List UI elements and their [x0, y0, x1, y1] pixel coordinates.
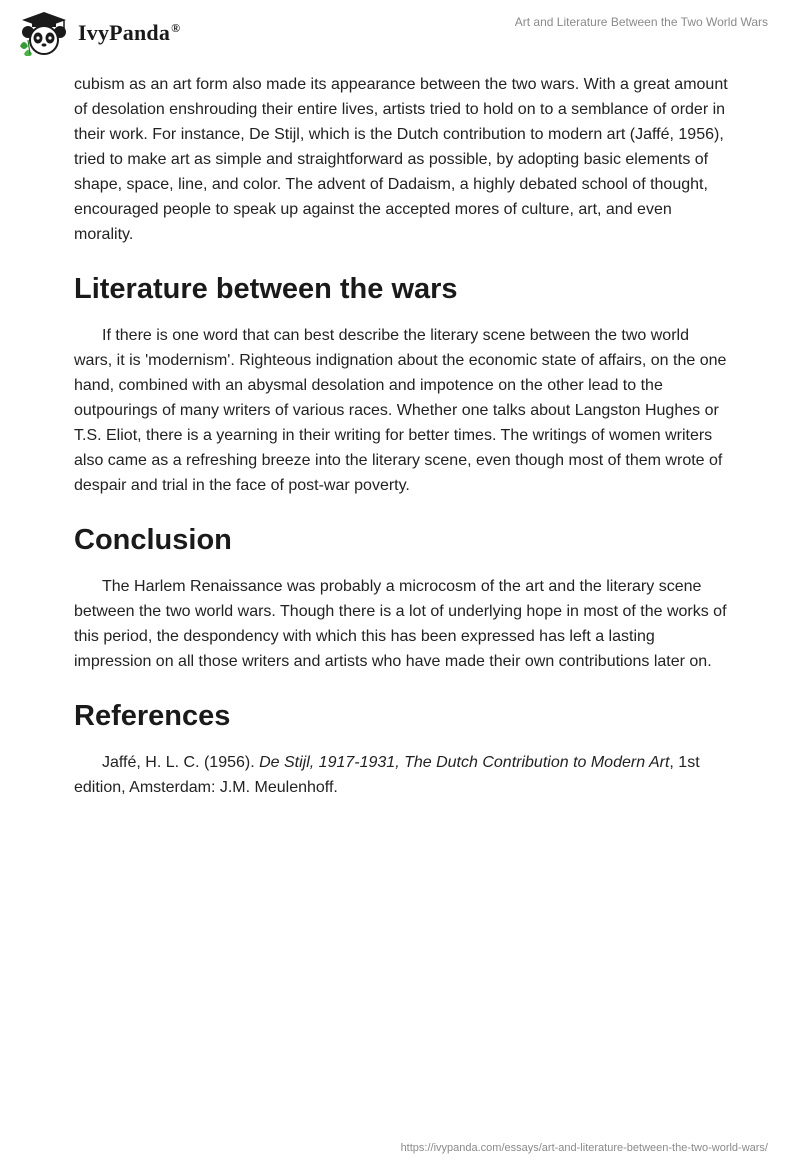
registered-mark: ® — [171, 20, 181, 35]
reference-author-year: Jaffé, H. L. C. (1956). — [102, 754, 260, 771]
brand-text: IvyPanda — [78, 20, 171, 45]
ivypanda-logo[interactable] — [14, 10, 180, 56]
source-url[interactable]: https://ivypanda.com/essays/art-and-literature-between-the-two-world-wars/ — [400, 1142, 768, 1154]
reference-title: De Stijl, 1917-1931, The Dutch Contribution to Modern Art — [259, 754, 670, 771]
section-heading-literature: Literature between the wars — [74, 273, 458, 305]
section-heading-references: References — [74, 700, 231, 732]
intro-paragraph: cubism as an art form also made its appearance between the two wars. With a great amount of desolation enshrouding their entire lives, artists tried to hold on to a semblance of order in their work. For instance, De Stijl, which is the Dutch contribution to modern art (Jaffé, 1956), tried to make art as simple and straightforward as possible, by adopting basic elements of shape, space, line, and color. The advent of Dadaism, a highly debated school of thought, encouraged people to speak up against the accepted mores of culture, art, and even morality. — [74, 76, 728, 243]
brand-name — [78, 20, 180, 46]
reference-publisher: , 1st edition, Amsterdam: J.M. Meulenhoff. — [74, 754, 700, 796]
document-title: Art and Literature Between the Two World Wars — [514, 15, 768, 29]
page-header — [0, 0, 800, 64]
literature-paragraph: If there is one word that can best describe the literary scene between the two world wars, it is 'modernism'. Righteous indignation about the economic state of affairs, on the one hand, combined with an abysmal desolation and impotence on the other lead to the outpourings of many writers of various races. Whether one talks about Langston Hughes or T.S. Eliot, there is a yearning in their writing for better times. The writings of women writers also came as a refreshing breeze into the literary scene, even though most of them wrote of despair and trial in the face of post-war poverty. — [74, 327, 727, 494]
section-heading-conclusion: Conclusion — [74, 524, 232, 556]
reference-entry — [74, 750, 728, 800]
panda-graduate-icon — [14, 10, 74, 56]
conclusion-paragraph: The Harlem Renaissance was probably a microcosm of the art and the literary scene between the two world wars. Though there is a lot of underlying hope in most of the works of this period, the despondency with which this has been expressed has left a lasting impression on all those writers and artists who have made their own contributions later on. — [74, 578, 727, 670]
document-body — [74, 72, 728, 800]
